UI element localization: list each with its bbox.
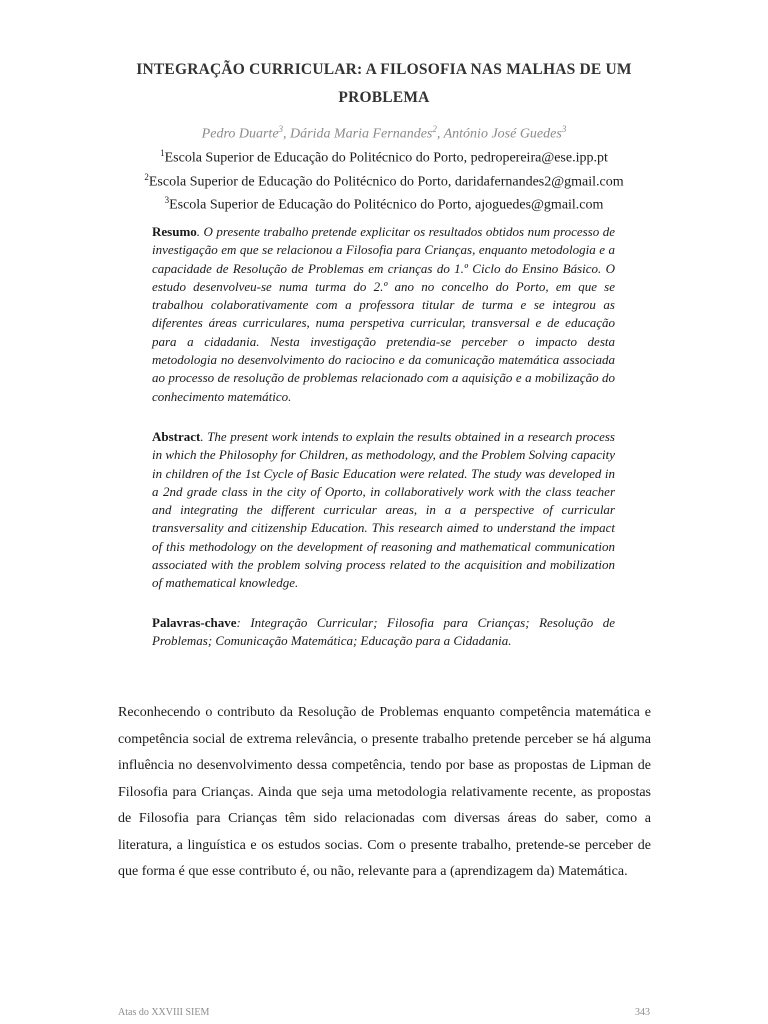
keywords-section — [152, 614, 615, 651]
keywords-text: : Integração Curricular; Filosofia para Crianças; Resolução de Problemas; Comunicação Matemática; Educação para a Cidadania. — [152, 615, 615, 649]
resumo-label: Resumo — [152, 224, 197, 239]
footer-proceedings: Atas do XXVIII SIEM — [118, 1007, 210, 1018]
affil-text: Escola Superior de Educação do Politécnico do Porto, ajoguedes@gmail.com — [169, 197, 604, 213]
keywords-label: Palavras-chave — [152, 615, 237, 630]
abstract-label: Abstract — [152, 429, 201, 444]
affil-text: Escola Superior de Educação do Politécnico do Porto, pedropereira@ese.ipp.pt — [164, 150, 608, 166]
affil-text: Escola Superior de Educação do Politécnico do Porto, daridafernandes2@gmail.com — [148, 174, 624, 190]
affil-number: 1 — [160, 148, 165, 158]
author-name: Pedro Duarte — [201, 126, 279, 142]
author-affil-sup: 3 — [278, 124, 284, 134]
abstract-text: . The present work intends to explain the results obtained in a research process in which the Philosophy for Children, as methodology, and the Problem Solving capacity in children of the 1st Cycle of Basic Education were related. The study was developed in a 2nd grade class in the city of Oporto, in collaboratively work with the class teacher and integrating the different curricular areas, in a a perspective of curricular transversality and citizenship Education. This research aimed to understand the impact of this methodology on the development of reasoning and mathematical communication associated with the problem solving process related to the acquisition and mobilization of mathematical knowledge. — [152, 429, 615, 591]
author-name: Dárida Maria Fernandes — [290, 126, 433, 142]
affil-number: 3 — [164, 195, 170, 206]
resumo-text: . O presente trabalho pretende explicitar os resultados obtidos num processo de investigação em que se relacionou a Filosofia para Crianças, enquanto metodologia e a capacidade de Resolução de Problemas em crianças do 1.º Ciclo do Ensino Básico. O estudo desenvolveu-se numa turma do 2.º ano no concelho do Porto, em que se trabalhou colaborativamente com a professora titular de turma e se integrou as diferentes áreas curriculares, numa perspetiva curricular, transversal e de educação para a cidadania. Nesta investigação pretendia-se perceber o impacto desta metodologia no desenvolvimento do raciocino e da comunicação matemática associada ao processo de resolução de problemas relacionado com a aquisição e a mobilização do conhecimento matemático. — [152, 224, 615, 404]
author-list — [0, 124, 768, 143]
author-affil-sup: 3 — [561, 124, 567, 134]
affil-number: 2 — [144, 171, 149, 182]
affiliation — [0, 191, 768, 215]
author-separator: , — [283, 126, 291, 142]
resumo-section — [152, 223, 615, 406]
page-number: 343 — [635, 1007, 650, 1018]
abstract-section — [152, 428, 615, 593]
author-name: António José Guedes — [443, 126, 562, 142]
body-paragraph: Reconhecendo o contributo da Resolução de Problemas enquanto competência matemática e competência social de extrema relevância, o presente trabalho pretende perceber se há alguma influência no desenvolvimento dessa competência, tendo por base as propostas de Lipman de Filosofia para Crianças. Ainda que seja uma metodologia relativamente recente, as propostas de Filosofia para Crianças têm sido relacionadas com diversas áreas do saber, como a literatura, a linguística e os estudos socias. Com o presente trabalho, pretende-se perceber de que forma é que esse contributo é, ou não, relevante para a (aprendizagem da) Matemática. — [118, 705, 651, 879]
author-separator: , — [436, 126, 444, 142]
affiliation — [0, 144, 768, 168]
paper-title: INTEGRAÇÃO CURRICULAR: A FILOSOFIA NAS MALHAS DE UM PROBLEMA — [136, 61, 632, 106]
affiliation-list — [0, 144, 768, 215]
affiliation — [0, 168, 768, 192]
author-affil-sup: 2 — [432, 124, 437, 134]
